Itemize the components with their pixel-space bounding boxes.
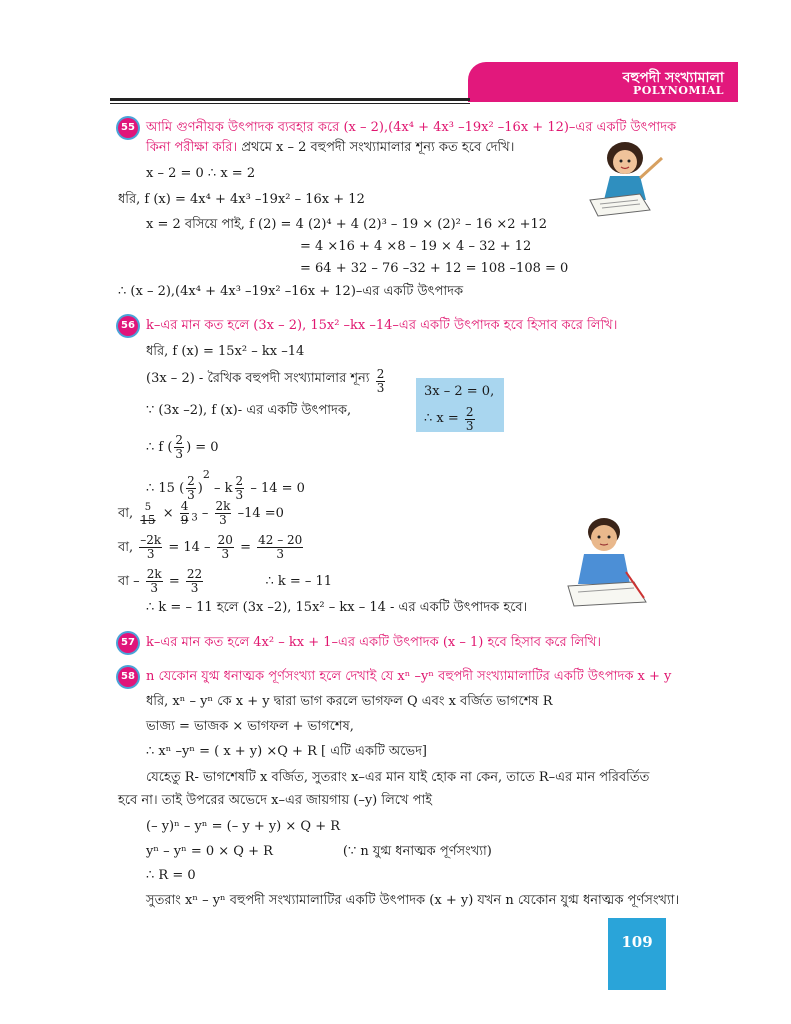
problem-56-badge: 56 (118, 316, 138, 336)
proof-conclusion: সুতরাং xⁿ – yⁿ বহুপদী সংখ্যামালাটির একটি উৎপাদক (x + y) যখন n যেকোন যুগ্ম ধনাত্মক পূর্ণসংখ্যা। (146, 893, 680, 908)
proof-line: হবে না। তাই উপরের অভেদে x–এর জায়গায় (–y) লিখে পাই (118, 793, 433, 808)
chapter-title-bengali: বহুপদী সংখ্যামালা (622, 70, 724, 86)
problem-55-statement: আমি গুণনীয়ক উৎপাদক ব্যবহার করে (x – 2),(4x⁴ + 4x³ –19x² –16x + 12)–এর একটি উৎপাদক (146, 120, 677, 135)
problem-55-badge: 55 (118, 118, 138, 138)
header-rule (110, 98, 470, 101)
eq-line: x = 2 বসিয়ে পাই, f (2) = 4 (2)⁴ + 4 (2)³ – 19 × (2)² – 16 ×2 +12 (146, 217, 548, 232)
eq-line: x – 2 = 0 ∴ x = 2 (146, 166, 256, 181)
conclusion-line: ∴ k = – 11 হলে (3x –2), 15x² – kx – 14 - এর একটি উৎপাদক হবে। (146, 600, 528, 615)
problem-57-badge: 57 (118, 633, 138, 653)
problem-55-statement-2: কিনা পরীক্ষা করি। প্রথমে x – 2 বহুপদী সংখ্যামালার শূন্য কত হবে দেখি। (146, 140, 515, 155)
eq-line: = 64 + 32 – 76 –32 + 12 = 108 –108 = 0 (300, 261, 569, 276)
proof-line: যেহেতু R- ভাগশেষটি x বর্জিত, সুতরাং x–এর মান যাই হোক না কেন, তাতে R–এর মান পরিবর্তিত (146, 770, 650, 785)
header-rule-thin (110, 103, 470, 104)
proof-line: (– y)ⁿ – yⁿ = (– y + y) × Q + R (146, 819, 341, 834)
problem-57-statement: k–এর মান কত হলে 4x² – kx + 1–এর একটি উৎপাদক (x – 1) হবে হিসাব করে লিখি। (146, 635, 602, 650)
proof-line: ∴ R = 0 (146, 868, 196, 883)
chapter-title-english: POLYNOMIAL (633, 84, 724, 97)
proof-line: yⁿ – yⁿ = 0 × Q + R (∵ n যুগ্ম ধনাত্মক পূর্ণসংখ্যা) (146, 844, 492, 859)
eq-line: ∴ 15 ( $\frac{2}{3}$ )$^2$ – k $\frac{2}{3}$ – 14 = 0 (146, 468, 305, 502)
box-line-1: 3x – 2 = 0, (424, 384, 495, 399)
proof-line: ভাজ্য = ভাজক × ভাগফল + ভাগশেষ, (146, 719, 354, 734)
eq-line: = 4 ×16 + 4 ×8 – 19 × 4 – 32 + 12 (300, 239, 532, 254)
eq-line: ধরি, f (x) = 4x⁴ + 4x³ –19x² – 16x + 12 (118, 192, 365, 207)
problem-56-statement: k–এর মান কত হলে (3x – 2), 15x² –kx –14–এর একটি উৎপাদক হবে হিসাব করে লিখি। (146, 318, 618, 333)
eq-line: ∵ (3x –2), f (x)- এর একটি উৎপাদক, (146, 403, 352, 418)
eq-line: বা, 5 15 × $\frac{4}{9}$ $_3$ – $\frac{2k}{3}$ –14 =0 (118, 499, 284, 527)
boy-illustration (560, 512, 650, 608)
eq-line: (3x – 2) - রৈখিক বহুপদী সংখ্যামালার শূন্য $\frac{2}{3}$ (146, 367, 385, 395)
proof-line: ∴ xⁿ –yⁿ = ( x + y) ×Q + R [ এটি একটি অভেদ] (146, 744, 428, 759)
eq-line: ধরি, f (x) = 15x² – kx –14 (146, 344, 305, 359)
girl-illustration (580, 138, 670, 218)
eq-line: বা – $\frac{2k}{3}$ = $\frac{22}{3}$ ∴ k = – 11 (118, 567, 333, 595)
chapter-header (468, 62, 738, 102)
problem-58-statement: n যেকোন যুগ্ম ধনাত্মক পূর্ণসংখ্যা হলে দেখাই যে xⁿ –yⁿ বহুপদী সংখ্যামালাটির একটি উৎপাদক x + y (146, 669, 672, 684)
problem-58-badge: 58 (118, 667, 138, 687)
eq-line: বা, $\frac{-2k}{3}$ = 14 – $\frac{20}{3}$ = $\frac{42 - 20}{3}$ (118, 533, 303, 561)
page-number: 109 (608, 918, 666, 990)
proof-line: ধরি, xⁿ – yⁿ কে x + y দ্বারা ভাগ করলে ভাগফল Q এবং x বর্জিত ভাগশেষ R (146, 694, 553, 709)
conclusion-line: ∴ (x – 2),(4x⁴ + 4x³ –19x² –16x + 12)–এর একটি উৎপাদক (118, 284, 464, 299)
eq-line: ∴ f ( $\frac{2}{3}$ ) = 0 (146, 433, 219, 461)
box-line-2: ∴ x = $\frac{2}{3}$ (424, 405, 474, 433)
